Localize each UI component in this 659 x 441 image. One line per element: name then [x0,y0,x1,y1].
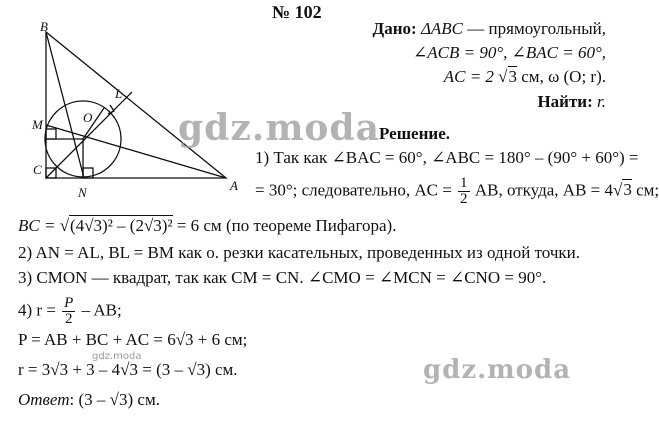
label-m: M [32,117,43,132]
step-1-root: 3 [623,180,632,200]
given-triangle: ΔABC [420,19,464,38]
step-1-unit: см; [631,180,659,200]
find-line [537,92,606,112]
radius-line: r = 3√3 + 3 – 4√3 = (3 – √3) см. [18,360,238,379]
given-line-1 [373,19,606,39]
label-l: L [115,86,123,101]
label-n: N [78,185,87,200]
right-angle-m [46,129,56,139]
solution-heading: Решение. [379,124,450,143]
label-a: A [230,178,238,193]
fraction-p: P [64,295,74,311]
right-angle-l [108,105,114,114]
fraction-denominator: 2 [460,191,468,207]
answer-line [18,390,160,410]
step-1-text: = 30°; следовательно, AC = [255,180,452,200]
bc-result: = 6 см (по теореме Пифагора). [172,216,397,235]
step-2: 2) AN = AL, BL = BM как о. резки касательных, проведенных из одной точки. [18,243,580,262]
given-ac-rest: см, ω (O; r). [517,67,606,86]
find-label: Найти: [537,92,598,111]
perimeter-line: P = AB + BC + AC = 6√3 + 6 см; [18,330,248,349]
given-line-2: ∠ACB = 90°, ∠BAC = 60°, [413,43,606,62]
step-4 [18,296,122,327]
find-value: r. [597,92,606,111]
label-o: O [83,110,93,125]
answer-value: : (3 – √3) см. [69,390,160,409]
bisector-from-c [46,92,132,178]
answer-label: Ответ [18,390,70,409]
triangle-abc [46,32,226,178]
fraction-numerator: 1 [460,175,468,191]
given-ac-root: 3 [508,67,518,86]
label-b: B [40,19,48,34]
fraction-two: 2 [65,311,73,327]
watermark-main: gdz.moda [178,107,380,149]
step-1-line-b: = 30°; следовательно, AC = $\frac{1}{2}$ AB, откуда, AB = 4√3 см; [255,175,659,207]
watermark-bottom: gdz.moda [423,355,572,385]
bisector-from-b [46,32,84,178]
problem-number: № 102 [272,2,322,22]
bc-line: BC = √(4√3)² – (2√3)² = 6 см (по теореме Пифагора). [18,216,397,235]
fraction-p-half [62,296,75,327]
step-1-ab: AB, откуда, AB = 4 [474,180,614,200]
step-4-label: 4) r = [18,300,56,320]
given-line-3: AC = 2 √3 см, ω (O; r). [443,67,606,86]
given-ac: AC = 2 [443,67,494,86]
fraction-one-half [458,176,470,207]
bc-label: BC = [18,216,60,235]
given-label: Дано: [372,19,421,38]
step-4-rest: – AB; [81,300,122,320]
watermark-small: gdz.moda [92,351,142,362]
step-1-line-a: 1) Так как ∠BAC = 60°, ∠ABC = 180° – (90° + 60°) = [255,148,639,167]
bc-root: (4√3)² – (2√3)² [70,216,173,235]
label-c: C [33,162,42,177]
step-3: 3) CMON — квадрат, так как CM = CN. ∠CMO = ∠MCN = ∠CNO = 90°. [18,268,547,287]
given-right-text: — прямоугольный, [463,19,606,38]
